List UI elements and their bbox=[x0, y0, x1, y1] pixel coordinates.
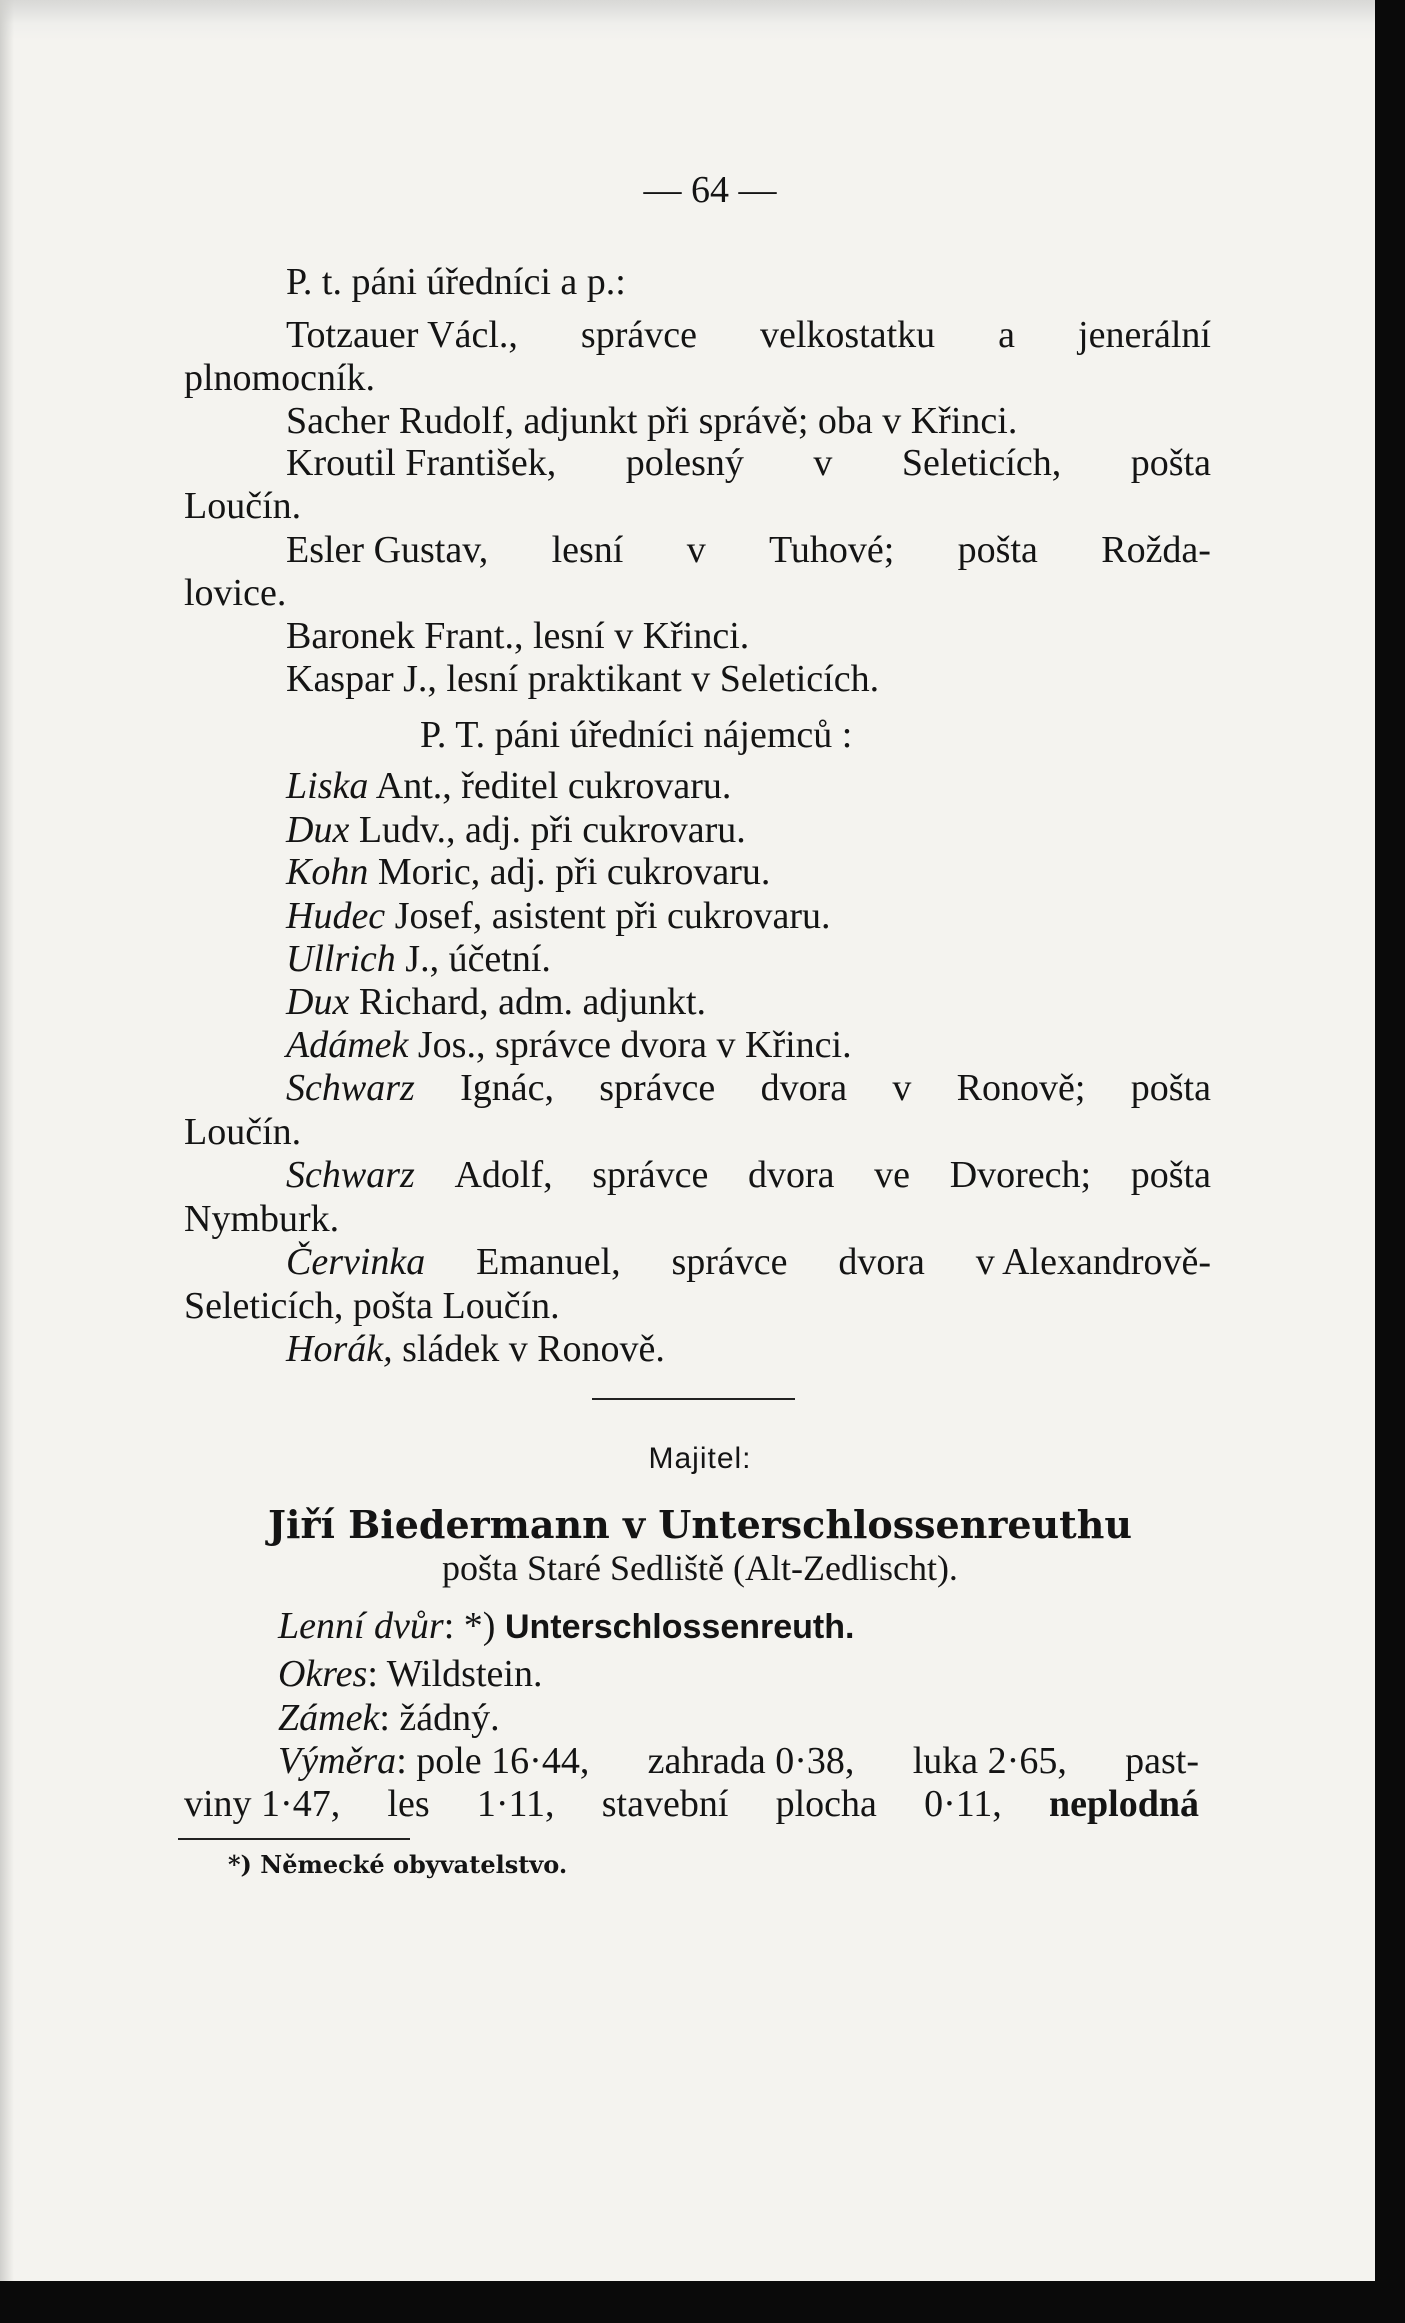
entry-totzauer-cont: plnomocník. bbox=[184, 357, 376, 399]
estate-vymera: Výměra: pole 16·44, zahrada 0·38, luka 2·65, past- bbox=[278, 1740, 1199, 1782]
estate-zamek: Zámek: žádný. bbox=[278, 1697, 500, 1739]
entry-kaspar: Kaspar J., lesní praktikant v Seleticích. bbox=[286, 658, 880, 700]
entry-dux-ludv: Dux Ludv., adj. při cukrovaru. bbox=[286, 809, 746, 851]
owner-address: pošta Staré Sedliště (Alt-Zedlischt). bbox=[442, 1548, 958, 1588]
entry-schwarz-ignac: Schwarz Ignác, správce dvora v Ronově; pošta bbox=[286, 1067, 1211, 1109]
entry-kohn: Kohn Moric, adj. při cukrovaru. bbox=[286, 851, 771, 893]
entry-ullrich: Ullrich J., účetní. bbox=[286, 938, 551, 980]
estate-okres: Okres: Wildstein. bbox=[278, 1653, 543, 1695]
entry-esler: Esler Gustav, lesní v Tuhové; pošta Rožda- bbox=[286, 529, 1211, 571]
entry-baronek: Baronek Frant., lesní v Křinci. bbox=[286, 615, 750, 657]
entry-kroutil-cont: Loučín. bbox=[184, 485, 302, 527]
entry-schwarz-adolf: Schwarz Adolf, správce dvora ve Dvorech; pošta bbox=[286, 1154, 1211, 1196]
estate-vymera-cont: viny 1·47, les 1·11, stavební plocha 0·11, neplodná bbox=[184, 1783, 1199, 1825]
entry-dux-richard: Dux Richard, adm. adjunkt. bbox=[286, 981, 707, 1023]
entry-schwarz-adolf-cont: Nymburk. bbox=[184, 1198, 340, 1240]
owner-label: Majitel: bbox=[648, 1442, 752, 1475]
entry-kroutil: Kroutil František, polesný v Seleticích, pošta bbox=[286, 442, 1211, 484]
entry-schwarz-ignac-cont: Loučín. bbox=[184, 1111, 302, 1153]
tenant-heading: P. T. páni úředníci nájemců : bbox=[420, 714, 853, 756]
footnote-rule bbox=[178, 1838, 410, 1840]
owner-name: Jiří Biedermann v Unterschlossenreuthu bbox=[268, 1502, 1132, 1547]
entry-totzauer: Totzauer Václ., správce velkostatku a jenerální bbox=[286, 314, 1211, 356]
officials-heading: P. t. páni úředníci a p.: bbox=[286, 261, 626, 303]
footnote: *) Německé obyvatelstvo. bbox=[228, 1850, 568, 1879]
entry-horak: Horák, sládek v Ronově. bbox=[286, 1328, 665, 1370]
entry-cervinka-cont: Seleticích, pošta Loučín. bbox=[184, 1285, 560, 1327]
entry-adamek: Adámek Jos., správce dvora v Křinci. bbox=[286, 1024, 852, 1066]
entry-hudec: Hudec Josef, asistent při cukrovaru. bbox=[286, 895, 831, 937]
estate-lenni-dvur: Lenní dvůr: *) Unterschlossenreuth. bbox=[278, 1605, 855, 1647]
section-divider bbox=[592, 1398, 795, 1400]
entry-liska: Liska Ant., ředitel cukrovaru. bbox=[286, 765, 732, 807]
entry-esler-cont: lovice. bbox=[184, 572, 287, 614]
entry-cervinka: Červinka Emanuel, správce dvora v Alexandrově- bbox=[286, 1241, 1211, 1283]
page-number: — 64 — bbox=[643, 169, 777, 211]
entry-sacher: Sacher Rudolf, adjunkt při správě; oba v Křinci. bbox=[286, 400, 1018, 442]
